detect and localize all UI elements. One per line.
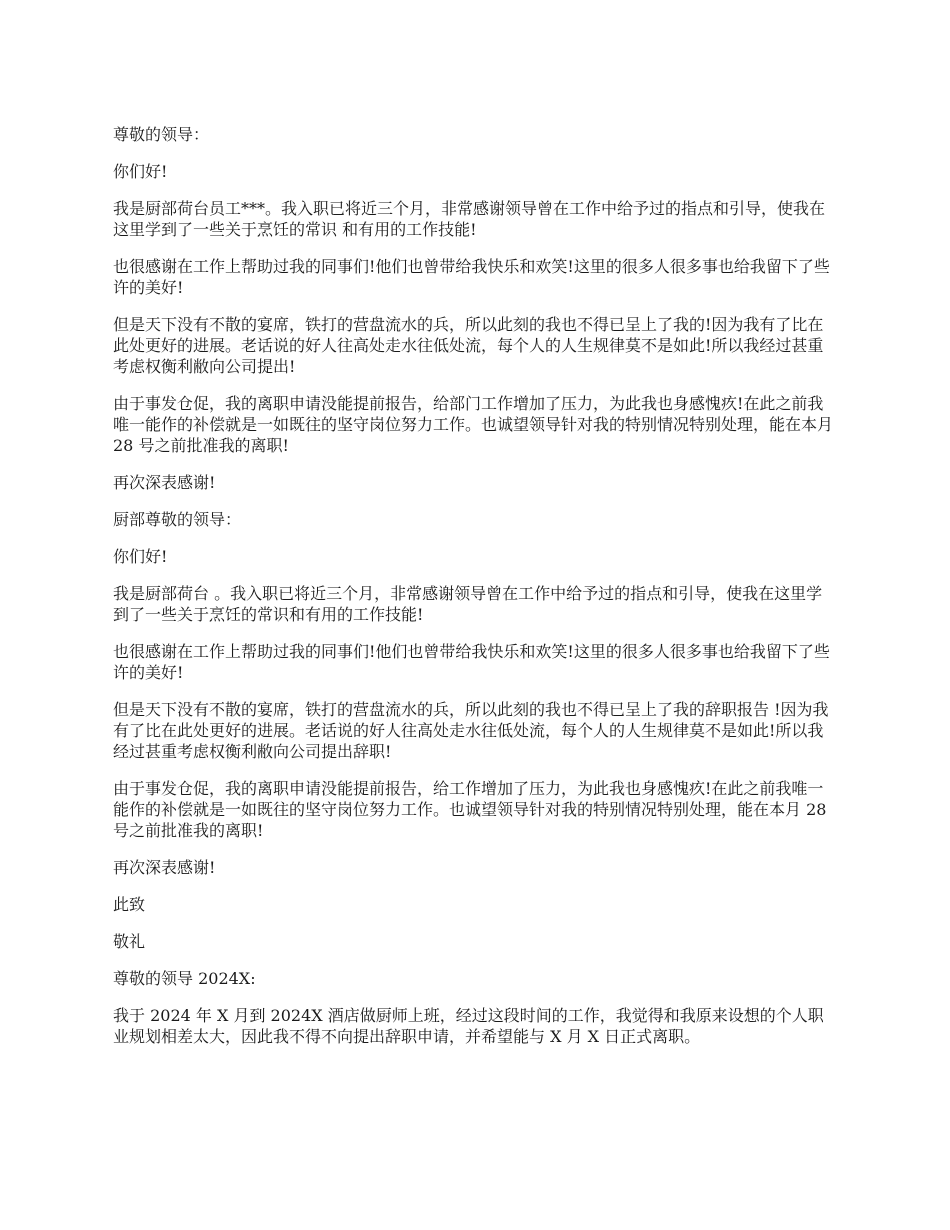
salutation-1: 尊敬的领导：	[113, 125, 210, 144]
paragraph-thanks-2: 也很感谢在工作上帮助过我的同事们!他们也曾带给我快乐和欢笑!这里的很多人很多事也给我留下了些许的美好!	[113, 642, 830, 682]
closing-thanks-2: 再次深表感谢!	[113, 858, 216, 877]
paragraph-intro-2: 我是厨部荷台 。我入职已将近三个月，非常感谢领导曾在工作中给予过的指点和引导，使我在这里学到了一些关于烹饪的常识和有用的工作技能!	[113, 584, 823, 624]
salutation-2: 厨部尊敬的领导：	[113, 510, 242, 529]
paragraph-thanks-1: 也很感谢在工作上帮助过我的同事们!他们也曾带给我快乐和欢笑!这里的很多人很多事也给我留下了些许的美好!	[113, 257, 830, 297]
closing-cizhi: 此致	[113, 895, 146, 914]
greeting-1: 你们好!	[113, 162, 168, 181]
paragraph-request-1: 由于事发仓促，我的离职申请没能提前报告，给部门工作增加了压力，为此我也身感愧疚!在此之前我唯一能作的补偿就是一如既往的坚守岗位努力工作。也诚望领导针对我的特别情况特别处理，能在本月 28 号之前批准我的离职!	[113, 394, 839, 455]
salutation-3: 尊敬的领导 2024X:	[113, 969, 256, 988]
paragraph-intro-1: 我是厨部荷台员工***。我入职已将近三个月，非常感谢领导曾在工作中给予过的指点和引导，使我在这里学到了一些关于烹饪的常识 和有用的工作技能!	[113, 199, 826, 239]
greeting-2: 你们好!	[113, 547, 168, 566]
document-body	[113, 124, 839, 1063]
paragraph-intro-3: 我于 2024 年 X 月到 2024X 酒店做厨师上班，经过这段时间的工作，我觉得和我原来设想的个人职业规划相差太大，因此我不得不向提出辞职申请，并希望能与 X 月 X 日正式离职。	[113, 1006, 824, 1046]
closing-jingli: 敬礼	[113, 932, 146, 951]
paragraph-reason-2: 但是天下没有不散的宴席，铁打的营盘流水的兵，所以此刻的我也不得已呈上了我的辞职报告 !因为我有了比在此处更好的进展。老话说的好人往高处走水往低处流，每个人的人生规律莫不是如此!所以我经过甚重考虑权衡利敝向公司提出辞职!	[113, 700, 829, 761]
paragraph-request-2: 由于事发仓促，我的离职申请没能提前报告，给工作增加了压力，为此我也身感愧疚!在此之前我唯一能作的补偿就是一如既往的坚守岗位努力工作。也诚望领导针对我的特别情况特别处理，能在本月 28 号之前批准我的离职!	[113, 779, 832, 840]
closing-thanks-1: 再次深表感谢!	[113, 473, 216, 492]
paragraph-reason-1: 但是天下没有不散的宴席，铁打的营盘流水的兵，所以此刻的我也不得已呈上了我的!因为我有了比在此处更好的进展。老话说的好人往高处走水往低处流，每个人的人生规律莫不是如此!所以我经过甚重考虑权衡利敝向公司提出!	[113, 315, 824, 376]
